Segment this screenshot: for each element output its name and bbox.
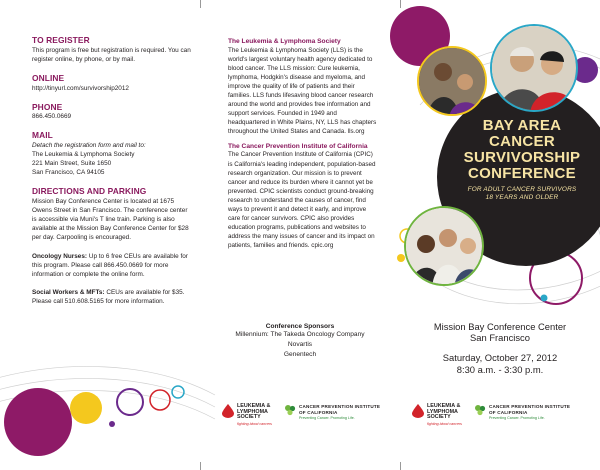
social-label: Social Workers & MFTs: (32, 288, 105, 296)
title-line: CONFERENCE (467, 165, 576, 183)
title-line: BAY AREA (482, 117, 562, 134)
nurses-label: Oncology Nurses: (32, 252, 88, 260)
lls-drop-icon (222, 404, 234, 418)
title-line: CANCER (489, 133, 555, 151)
lls-logo-line1: LEUKEMIA & (427, 403, 461, 409)
directions-heading: DIRECTIONS AND PARKING (32, 186, 147, 197)
lls-logo (412, 404, 462, 426)
mail-instruction: Detach the registration form and mail to: (32, 142, 146, 149)
photo-seniors-image (492, 26, 578, 112)
sponsors-block (200, 323, 400, 361)
lls-drop-icon (412, 404, 424, 418)
directions-text: Mission Bay Conference Center is located at 1675 Owens Street in San Francisco. The conference center is accessible via Muni's T line train. Parking is also available at the Mission Bay Conference Center for $28 per day. Carpooling is encouraged. (32, 198, 189, 242)
mail-address-line1: The Leukemia & Lymphoma Society (32, 151, 135, 159)
lls-heading: The Leukemia & Lymphoma Society (228, 38, 341, 45)
register-heading: TO REGISTER (32, 35, 90, 45)
social-text: CEUs are available for $35. Please call 510.608.5165 for more information. (32, 288, 185, 305)
panel-registration (0, 0, 200, 470)
mail-heading: MAIL (32, 130, 53, 141)
cpic-logo-line1: CANCER PREVENTION INSTITUTE (488, 404, 571, 409)
deco-dot-teal (541, 295, 548, 302)
logo-row-panel3 (412, 404, 570, 426)
mail-address-line3: San Francisco, CA 94105 (32, 169, 105, 177)
register-text: This program is free but registration is required. You can register online, by phone, or by mail. (32, 46, 191, 63)
lls-logo (222, 404, 272, 426)
mail-address-line2: 221 Main Street, Suite 1650 (32, 160, 112, 168)
sponsor-item: Novartis (287, 341, 313, 349)
cpic-leaf-icon (474, 404, 486, 416)
photo-group-circle (404, 206, 484, 286)
cpic-logo-line1: CANCER PREVENTION INSTITUTE (298, 404, 381, 409)
sponsor-item: Millennium: The Takeda Oncology Company (235, 331, 365, 338)
title-line: SURVIVORSHIP (463, 149, 581, 167)
photo-couple-circle (417, 46, 487, 116)
social-note (32, 288, 192, 306)
venue-name: Mission Bay Conference Center (433, 321, 567, 332)
event-time: 8:30 a.m. - 3:30 p.m. (456, 364, 544, 376)
photo-seniors-circle (490, 24, 578, 112)
online-url[interactable]: http://tinyurl.com/survivorship2012 (32, 84, 129, 92)
subtitle-line: FOR ADULT CANCER SURVIVORS (467, 186, 577, 194)
cpic-text: The Cancer Prevention Institute of California (CPIC) is California's leading independent, population-based research organization. Our mission is to prevent cancer and reduce its burden where it cannot yet be prevented. CPIC scientists conduct ground-breaking research to understand the causes of cancer, find ways to prevent it and detect it early, and improve care for cancer survivors. CPIC also provides education programs, publications and websites to address the many issues of cancer and its impact on patients, families and friends. cpic.org (228, 151, 376, 250)
event-date: Saturday, October 27, 2012 (442, 352, 558, 363)
venue-block (400, 321, 600, 344)
subtitle-line: 18 YEARS AND OLDER (485, 194, 559, 202)
lls-logo-line2: LYMPHOMA (237, 408, 268, 415)
lls-tagline: fighting blood cancers (427, 422, 462, 427)
panel-organizations (200, 0, 400, 470)
phone-number: 866.450.0669 (32, 113, 72, 121)
fold-mark-bottom-right (400, 462, 401, 470)
sponsors-title: Conference Sponsors (265, 323, 335, 330)
cover-title (447, 118, 597, 202)
lls-logo-line3: SOCIETY (237, 414, 261, 421)
lls-logo-line3: SOCIETY (427, 414, 451, 421)
cpic-logo (474, 404, 570, 420)
lls-text: The Leukemia & Lymphoma Society (LLS) is the world's largest voluntary health agency dedicated to blood cancer. The LLS mission: Cure leukemia, lymphoma, Hodgkin's disease and myeloma, and improve the quality of life of patients and their families. LLS funds lifesaving blood cancer research around the world and provides free information and support services. Founded in 1949 and headquartered in White Plains, NY, LLS has chapters throughout the United States and Canada. lls.org (228, 46, 377, 136)
nurses-text: Up to 6 free CEUs are available for this program. Please call 866.450.0669 for more information or complete the online form. (32, 252, 188, 278)
lls-logo-line2: LYMPHOMA (427, 408, 458, 415)
nurses-note (32, 252, 192, 279)
sponsor-item: Genentech (283, 351, 317, 359)
online-heading: ONLINE (32, 72, 65, 83)
cpic-logo (284, 404, 380, 420)
logo-row-panel2 (222, 404, 380, 426)
cpic-leaf-icon (284, 404, 296, 416)
lls-logo-line1: LEUKEMIA & (237, 403, 271, 409)
phone-heading: PHONE (32, 101, 63, 112)
cpic-tagline: Preventing Cancer. Promoting Life. (298, 416, 355, 420)
date-block (400, 352, 600, 376)
fold-mark-top-right (400, 0, 401, 8)
venue-city: San Francisco (470, 332, 530, 344)
cpic-logo-line2: OF CALIFORNIA (298, 409, 338, 415)
cpic-logo-line2: OF CALIFORNIA (488, 409, 528, 415)
cpic-heading: The Cancer Prevention Institute of California (228, 142, 368, 150)
cpic-tagline: Preventing Cancer. Promoting Life. (488, 416, 545, 420)
lls-tagline: fighting blood cancers (237, 422, 272, 427)
